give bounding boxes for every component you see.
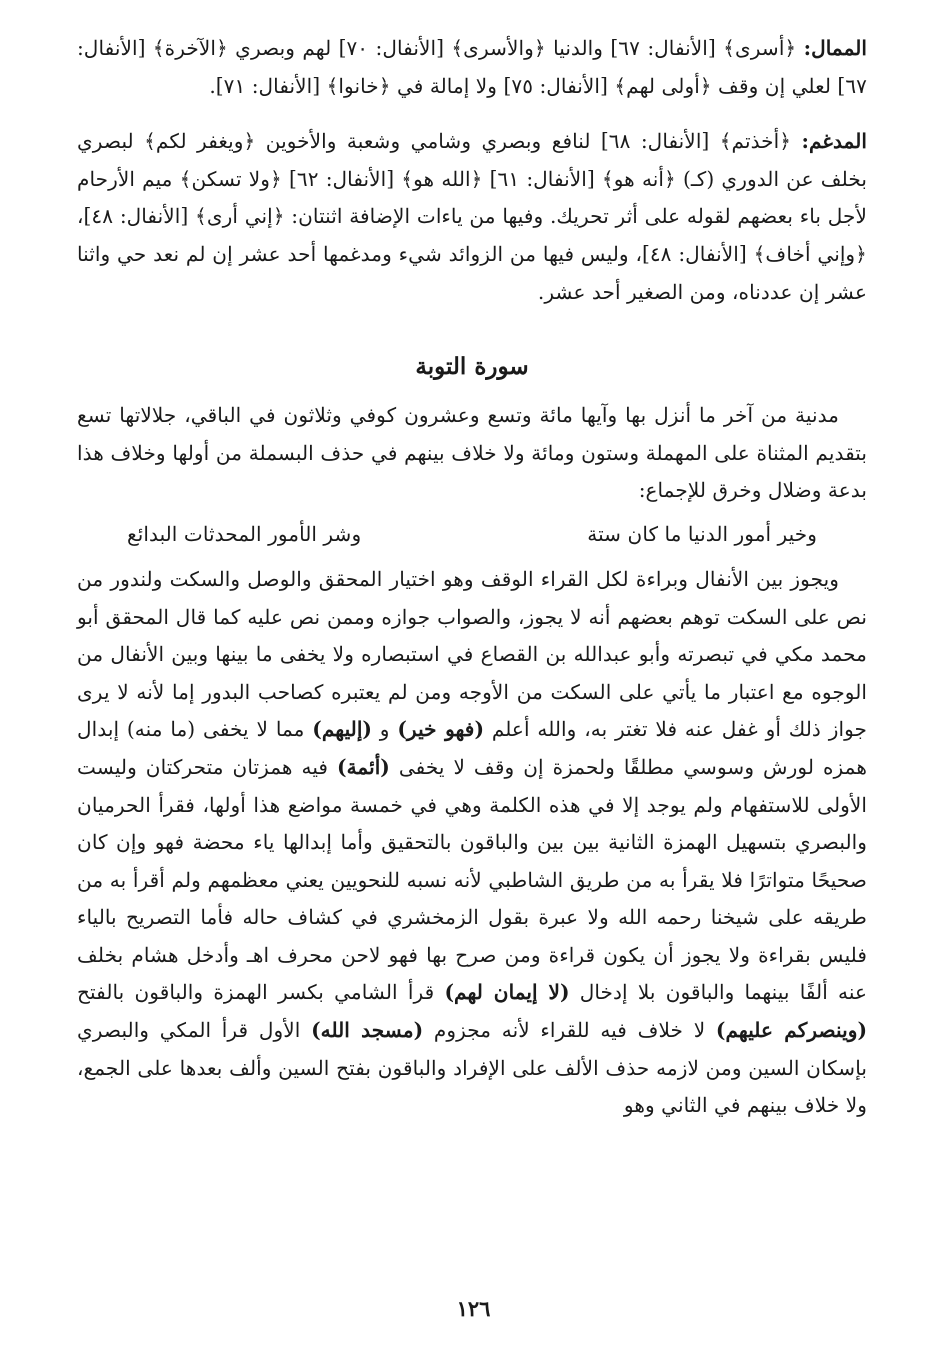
- bold-term-aimmah: (أئمة): [337, 754, 390, 779]
- intro-paragraph: مدنية من آخر ما أنزل بها وآيها مائة وتسع وعشرون كوفي وثلاثون في الباقي، جلالاتها تسع بتقديم المثناة على المهملة وستون ومائة ولا خلاف بينهم في حذف البسملة من أولها وخلاف هذا بدعة وضلال وخرق للإجماع:: [77, 403, 867, 503]
- body-text-6: لا خلاف فيه للقراء لأنه مجزوم: [423, 1018, 716, 1043]
- bold-term-masjid-allah: (مسجد الله): [311, 1018, 424, 1043]
- mumal-label: الممال:: [803, 36, 868, 60]
- body-text-3: مما لا يخفى (ما منه) إبدال همزه لورش وسوسي مطلقًا ولحمزة إن وقف لا يخفى: [77, 717, 867, 779]
- body-text-7: الأول قرأ المكي والبصري بإسكان السين ومن لازمه حذف الألف على الإفراد والباقون بفتح السين وألف بعدها على الجمع، ولا خلاف بينهم في الثاني وهو: [77, 1018, 867, 1118]
- body-text-5: قرأ الشامي بكسر الهمزة والباقون بالفتح: [77, 980, 445, 1005]
- body-text-2: و: [371, 717, 398, 742]
- body-paragraph: [77, 561, 867, 1125]
- bold-term-yansurkum: (وينصركم عليهم): [715, 1018, 868, 1043]
- bold-term-fahuwa-khair: (فهو خير): [397, 717, 484, 742]
- page-content: [77, 30, 867, 1125]
- body-text-4: فيه همزتان متحركتان وليست الأولى للاستفهام ولم يوجد إلا في هذه الكلمة وهي في خمسة مواضع هذا أولها، فقرأ الحرميان والبصري بتسهيل الهمزة الثانية بين بين والباقون بالتحقيق وأما إبدالها ياء محضة فهو وإن كان صحيحًا متواترًا فلا يقرأ به من طريق الشاطبي لأنه نسبه للنحويين يعني معظمهم ولم أقرأ به من طريقه على شيخنا رحمه الله ولا عبرة بقول الزمخشري في كشاف حاله فأما التصريح بالياء فليس بقراءة ولا يجوز أن يكون قراءة ومن صرح بها فهو لاحن محرف اهـ وأدخل هشام بخلف عنه ألفًا بينهما والباقون بلا إدخال: [77, 754, 867, 1005]
- mudgham-paragraph: [77, 123, 867, 311]
- bold-term-ilayhim: (إليهم): [312, 717, 372, 742]
- bold-term-la-iman-lahum: (لا إيمان لهم): [444, 980, 570, 1005]
- mudgham-text: ﴿أخذتم﴾ [الأنفال: ٦٨] لنافع وبصري وشامي وشعبة والأخوين ﴿ويغفر لكم﴾ لبصري بخلف عن الدوري (كـ) ﴿أنه هو﴾ [الأنفال: ٦١] ﴿الله هو﴾ [الأنفال: ٦٢] ﴿ولا تسكن﴾ ميم الأرحام لأجل باء بعضهم لقوله على أثر تحريك. وفيها من ياءات الإضافة اثنتان: ﴿إني أرى﴾ [الأنفال: ٤٨]، ﴿وإني أخاف﴾ [الأنفال: ٤٨]، وليس فيها من الزوائد شيء ومدغمها أحد عشر إن لم نعد حي واثنا عشر إن عددناه، ومن الصغير أحد عشر.: [77, 129, 868, 304]
- verse-first-hemistich: وخير أمور الدنيا ما كان ستة: [587, 521, 817, 546]
- mumal-text: ﴿أسرى﴾ [الأنفال: ٦٧] والدنيا ﴿والأسرى﴾ [الأنفال: ٧٠] لهم وبصري ﴿الآخرة﴾ [الأنفال: ٦٧] لعلي إن وقف ﴿أولى لهم﴾ [الأنفال: ٧٥] ولا إمالة في ﴿خانوا﴾ [الأنفال: ٧١].: [77, 36, 867, 98]
- mudgham-label: المدغم:: [801, 129, 867, 154]
- poetry-verse: [77, 510, 867, 561]
- surah-title: سورة التوبة: [415, 353, 529, 381]
- body-text-1: ويجوز بين الأنفال وبراءة لكل القراء الوقف وهو اختيار المحقق والوصل والسكت ولندور من نص على السكت توهم بعضهم أنه لا يجوز، والصواب جوازه وممن نص عليه كما قال المحقق أبو محمد مكي في تبصرته وأبو عبدالله بن القصاع في استبصاره ولا يخفى ما بينها وبين الأنفال من الوجوه مع اعتبار ما يأتي على السكت من الأوجه ومن لم يعتبره كصاحب البدور إما لأنه لا يرى جواز ذلك أو غفل عنه فلا تغتر به، والله أعلم: [77, 566, 867, 742]
- page-number: ١٢٦: [456, 1296, 491, 1321]
- mumal-paragraph: [77, 30, 867, 105]
- verse-second-hemistich: وشر الأمور المحدثات البدائع: [127, 521, 362, 546]
